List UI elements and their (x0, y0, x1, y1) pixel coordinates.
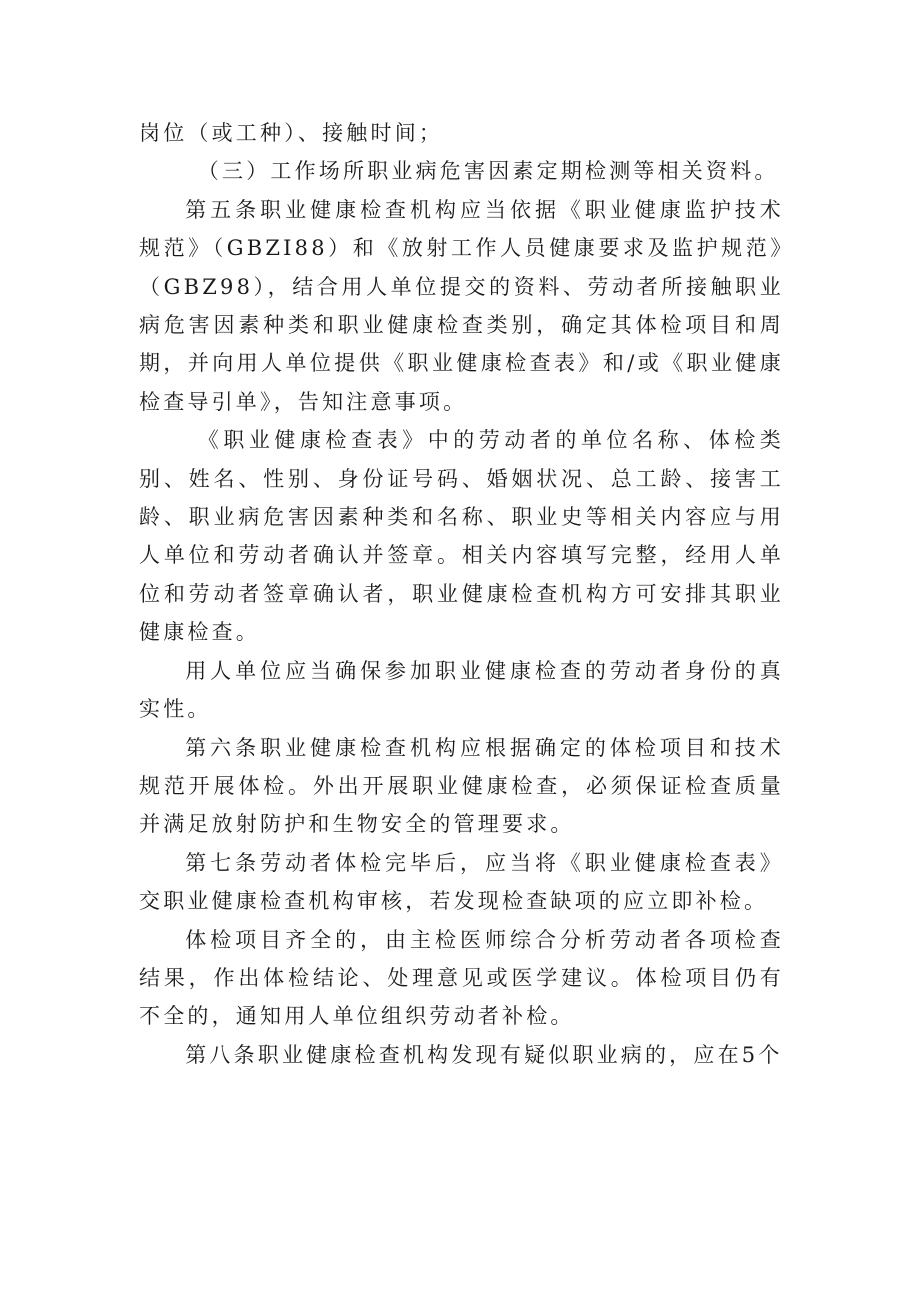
paragraph-article-eight: 第八条职业健康检查机构发现有疑似职业病的，应在5个 (185, 1042, 783, 1067)
paragraph-identity: 用人单位应当确保参加职业健康检查的劳动者身份的真实性。 (139, 658, 784, 722)
paragraph-article-seven: 第七条劳动者体检完毕后，应当将《职业健康检查表》交职业健康检查机构审核，若发现检查缺项的应立即补检。 (139, 850, 784, 914)
document-body (139, 114, 784, 1074)
paragraph-article-six: 第六条职业健康检查机构应根据确定的体检项目和技术规范开展体检。外出开展职业健康检查，必须保证检查质量并满足放射防护和生物安全的管理要求。 (139, 735, 784, 837)
paragraph-exam-form: 《职业健康检查表》中的劳动者的单位名称、体检类别、姓名、性别、身份证号码、婚姻状况、总工龄、接害工龄、职业病危害因素种类和名称、职业史等相关内容应与用人单位和劳动者确认并签章。相关内容填写完整，经用人单位和劳动者签章确认者，职业健康检查机构方可安排其职业健康检查。 (139, 428, 784, 645)
paragraph-item-three: （三）工作场所职业病危害因素定期检测等相关资料。 (197, 159, 779, 184)
paragraph-continuation: 岗位（或工种）、接触时间； (139, 121, 444, 145)
paragraph-article-five: 第五条职业健康检查机构应当依据《职业健康监护技术规范》（GBZI88）和《放射工作人员健康要求及监护规范》（GBZ98），结合用人单位提交的资料、劳动者所接触职业病危害因素种类和职业健康检查类别，确定其体检项目和周期，并向用人单位提供《职业健康检查表》和/或《职业健康检查导引单》，告知注意事项。 (139, 197, 784, 414)
paragraph-exam-complete: 体检项目齐全的，由主检医师综合分析劳动者各项检查结果，作出体检结论、处理意见或医学建议。体检项目仍有不全的，通知用人单位组织劳动者补检。 (139, 927, 784, 1029)
